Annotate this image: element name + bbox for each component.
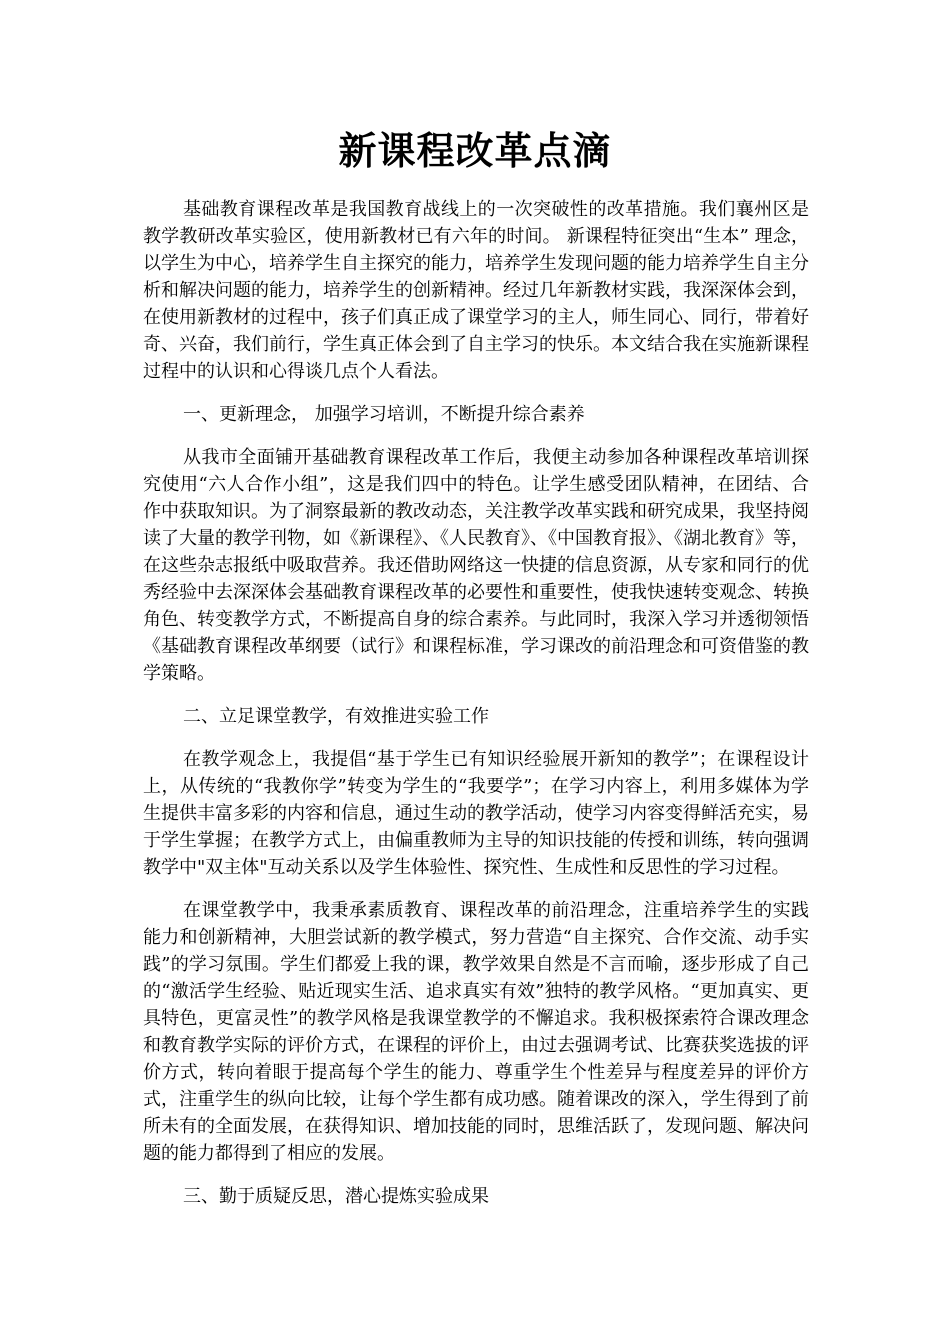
document-body [143, 196, 809, 1226]
section-1-paragraph: 从我市全面铺开基础教育课程改革工作后，我便主动参加各种课程改革培训探究使用“六人合作小组”，这是我们四中的特色。让学生感受团队精神，在团结、合作中获取知识。为了洞察最新的教改动态，关注教学改革实践和研究成果，我坚持阅读了大量的教学刊物，如《新课程》、《人民教育》、《中国教育报》、《湖北教育》等，在这些杂志报纸中吸取营养。我还借助网络这一快捷的信息资源，从专家和同行的优秀经验中去深深体会基础教育课程改革的必要性和重要性，使我快速转变观念、转换角色、转变教学方式，不断提高自身的综合素养。与此同时，我深入学习并透彻领悟《基础教育课程改革纲要（试行》和课程标准，学习课改的前沿理念和可资借鉴的教学策略。 [143, 447, 809, 684]
document-title: 新课程改革点滴 [338, 129, 612, 173]
section-heading-2: 二、立足课堂教学，有效推进实验工作 [183, 706, 489, 727]
section-heading-1: 一、更新理念， 加强学习培训，不断提升综合素养 [183, 404, 585, 425]
section-2-paragraph-1: 在教学观念上，我提倡“基于学生已有知识经验展开新知的教学”；在课程设计上，从传统的“我教你学”转变为学生的“我要学”；在学习内容上，利用多媒体为学生提供丰富多彩的内容和信息，通过生动的教学活动，使学习内容变得鲜活充实，易于学生掌握；在教学方式上，由偏重教师为主导的知识技能的传授和训练，转向强调教学中"双主体"互动关系以及学生体验性、探究性、生成性和反思性的学习过程。 [143, 749, 809, 878]
section-heading-3: 三、勤于质疑反思，潜心提炼实验成果 [183, 1186, 489, 1207]
intro-paragraph: 基础教育课程改革是我国教育战线上的一次突破性的改革措施。我们襄州区是教学教研改革实验区，使用新教材已有六年的时间。 新课程特征突出“生本” 理念，以学生为中心，培养学生自主探究的能力，培养学生发现问题的能力培养学生自主分析和解决问题的能力，培养学生的创新精神。经过几年新教材实践，我深深体会到，在使用新教材的过程中，孩子们真正成了课堂学习的主人，师生同心、同行，带着好奇、兴奋，我们前行，学生真正体会到了自主学习的快乐。本文结合我在实施新课程过程中的认识和心得谈几点个人看法。 [143, 199, 809, 382]
section-2-paragraph-2: 在课堂教学中，我秉承素质教育、课程改革的前沿理念，注重培养学生的实践能力和创新精神，大胆尝试新的教学模式，努力营造“自主探究、合作交流、动手实践”的学习氛围。学生们都爱上我的课，教学效果自然是不言而喻，逐步形成了自己的“激活学生经验、贴近现实生活、追求真实有效”独特的教学风格。“更加真实、更具特色，更富灵性”的教学风格是我课堂教学的不懈追求。我积极探索符合课改理念和教育教学实际的评价方式，在课程的评价上，由过去强调考试、比赛获奖选拔的评价方式，转向着眼于提高每个学生的能力、尊重学生个性差异与程度差异的评价方式，注重学生的纵向比较，让每个学生都有成功感。随着课改的深入，学生得到了前所未有的全面发展，在获得知识、增加技能的同时，思维活跃了，发现问题、解决问题的能力都得到了相应的发展。 [143, 900, 809, 1164]
